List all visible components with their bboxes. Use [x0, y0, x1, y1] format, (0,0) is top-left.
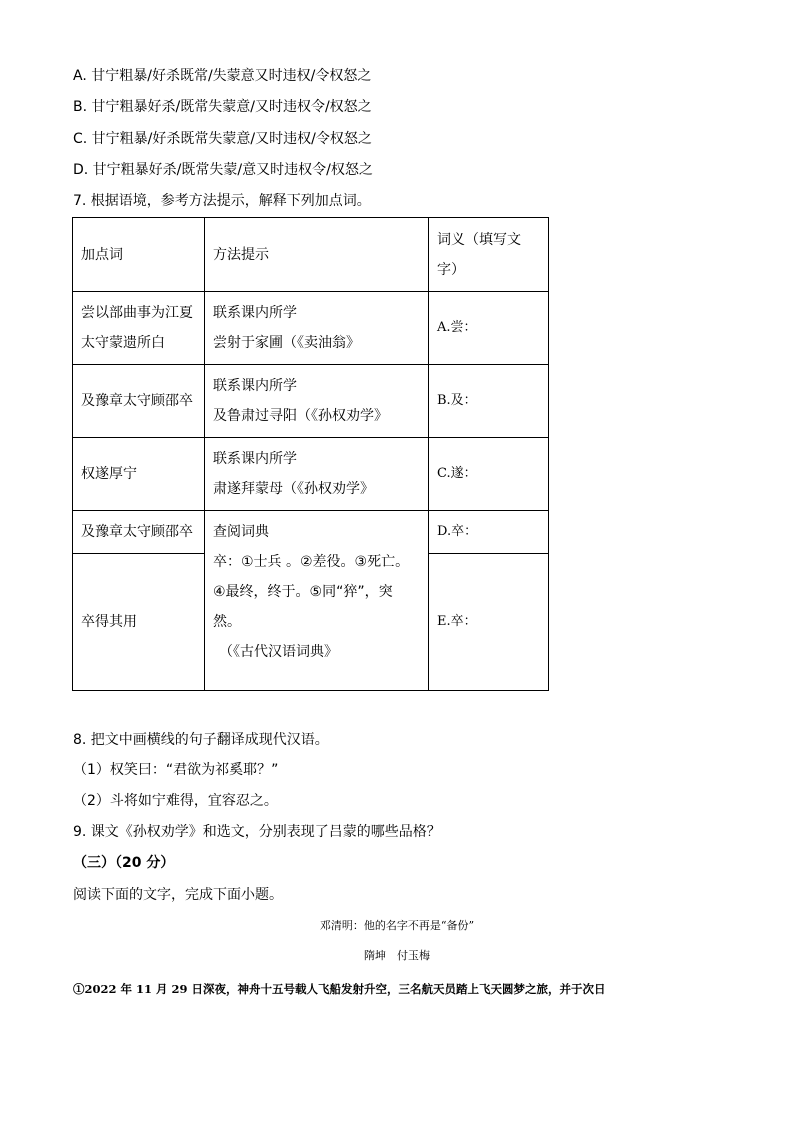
row-method: 联系课内所学 肃遂拜蒙母（《孙权劝学》: [205, 438, 429, 511]
q7-prompt: 7. 根据语境，参考方法提示，解释下列加点词。: [73, 193, 371, 209]
article-author: 隋坤 付玉梅: [364, 949, 430, 962]
table-header-row: [73, 218, 549, 292]
q8-item-1: （1）权笑曰：“君欲为祁奚耶？”: [73, 762, 279, 778]
row-meaning: B.及：: [429, 365, 549, 438]
option-b: B. 甘宁粗暴好杀/既常失蒙意/又时违权令/权怒之: [73, 99, 372, 115]
row-method: 联系课内所学 及鲁肃过寻阳（《孙权劝学》: [205, 365, 429, 438]
q7-table: [72, 217, 549, 691]
table-row: [73, 365, 549, 438]
section-heading: （三）（20 分）: [73, 855, 175, 871]
table-row: [73, 511, 549, 554]
row-meaning: C.遂：: [429, 438, 549, 511]
row-meaning: A.尝：: [429, 292, 549, 365]
row-method: 查阅词典 卒：①士兵 。②差役。③死亡。 ④最终，终于。⑤同“猝”，突然。 （《古代汉语词典》: [205, 511, 429, 691]
option-a: A. 甘宁粗暴/好杀既常/失蒙意又时违权/令权怒之: [73, 68, 372, 84]
header-method: 方法提示: [205, 218, 429, 292]
row-meaning: E.卒：: [429, 554, 549, 691]
row-word: 及豫章太守顾邵卒: [73, 365, 205, 438]
q8-prompt: 8. 把文中画横线的句子翻译成现代汉语。: [73, 732, 329, 748]
table-row: [73, 438, 549, 511]
option-c: C. 甘宁粗暴/好杀既常失蒙意/又时违权/令权怒之: [73, 131, 372, 147]
row-word: 权遂厚宁: [73, 438, 205, 511]
q8-item-2: （2）斗将如宁难得，宜容忍之。: [73, 793, 278, 809]
reading-instruction: 阅读下面的文字，完成下面小题。: [73, 887, 283, 903]
header-word: 加点词: [73, 218, 205, 292]
row-meaning: D.卒：: [429, 511, 549, 554]
article-title: 邓清明：他的名字不再是“备份”: [319, 919, 475, 932]
row-word: 及豫章太守顾邵卒: [73, 511, 205, 554]
header-meaning: 词义（填写文字）: [429, 218, 549, 292]
q9-prompt: 9. 课文《孙权劝学》和选文，分别表现了吕蒙的哪些品格？: [73, 824, 441, 840]
article-paragraph: ①2022 年 11 月 29 日深夜，神舟十五号载人飞船发射升空，三名航天员踏上飞天圆梦之旅，并于次日: [73, 982, 606, 996]
option-d: D. 甘宁粗暴好杀/既常失蒙/意又时违权令/权怒之: [73, 162, 373, 178]
row-word: 卒得其用: [73, 554, 205, 691]
row-word: 尝以部曲事为江夏太守蒙遗所白: [73, 292, 205, 365]
row-method: 联系课内所学 尝射于家圃（《卖油翁》: [205, 292, 429, 365]
table-row: [73, 292, 549, 365]
